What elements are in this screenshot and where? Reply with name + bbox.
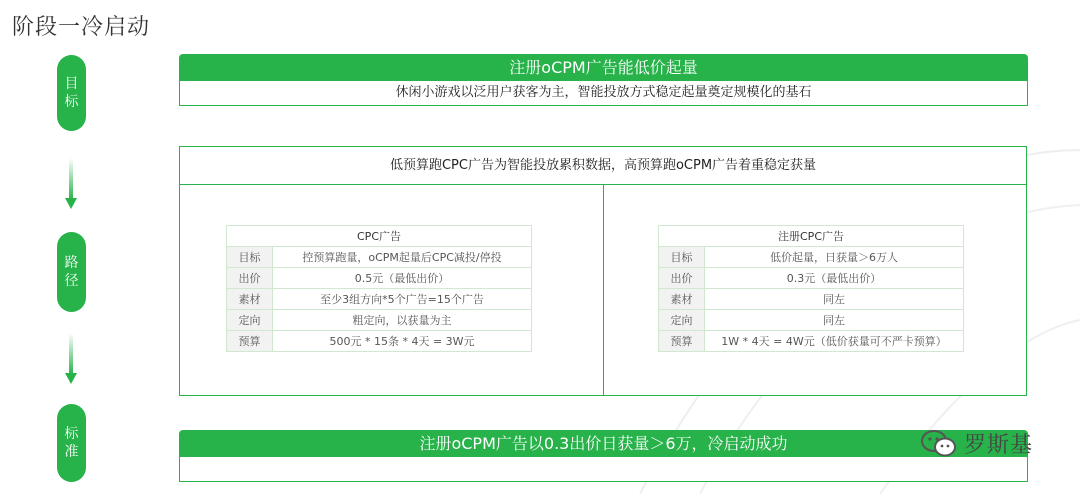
step-path-char-1: 路 — [64, 255, 79, 271]
row-key: 定向 — [659, 310, 705, 331]
table-row — [659, 331, 964, 352]
page-title: 阶段一冷启动 — [12, 15, 151, 40]
row-value: 同左 — [705, 289, 964, 310]
table-row — [227, 310, 532, 331]
path-header: 低预算跑CPC广告为智能投放累积数据，高预算跑oCPM广告着重稳定获量 — [180, 147, 1026, 185]
brand-logo — [920, 428, 1033, 459]
row-key: 目标 — [227, 247, 273, 268]
row-value: 同左 — [705, 310, 964, 331]
row-key: 预算 — [659, 331, 705, 352]
step-path-char-2: 径 — [64, 273, 79, 289]
row-value: 0.3元（最低出价） — [705, 268, 964, 289]
register-cpc-table — [658, 225, 964, 352]
row-key: 素材 — [659, 289, 705, 310]
table-row — [227, 289, 532, 310]
standard-subline — [179, 457, 1028, 482]
row-value: 低价起量，日获量＞6万人 — [705, 247, 964, 268]
step-standard-char-1: 标 — [64, 426, 79, 442]
table-row — [659, 247, 964, 268]
step-path-pill — [57, 232, 86, 312]
cpc-table-title: CPC广告 — [227, 226, 532, 247]
step-goal-pill — [57, 55, 86, 131]
row-value: 0.5元（最低出价） — [273, 268, 532, 289]
row-key: 素材 — [227, 289, 273, 310]
step-standard-char-2: 准 — [64, 444, 79, 460]
down-arrow-icon — [64, 158, 78, 210]
brand-name: 罗斯基 — [964, 433, 1034, 458]
row-value: 控预算跑量，oCPM起量后CPC减投/停投 — [273, 247, 532, 268]
step-standard-pill — [57, 404, 86, 482]
row-key: 目标 — [659, 247, 705, 268]
row-value: 500元 * 15条 * 4天 = 3W元 — [273, 331, 532, 352]
row-key: 定向 — [227, 310, 273, 331]
row-key: 出价 — [659, 268, 705, 289]
path-divider — [603, 184, 604, 395]
step-goal-char-2: 标 — [64, 94, 79, 110]
row-key: 预算 — [227, 331, 273, 352]
wechat-icon — [920, 429, 958, 459]
path-box — [179, 146, 1027, 396]
row-value: 1W * 4天 = 4W元（低价获量可不严卡预算） — [705, 331, 964, 352]
table-row — [227, 268, 532, 289]
goal-headline: 注册oCPM广告能低价起量 — [179, 54, 1028, 81]
standard-headline: 注册oCPM广告以0.3出价日获量＞6万，冷启动成功 — [179, 430, 1028, 457]
row-value: 至少3组方向*5个广告=15个广告 — [273, 289, 532, 310]
table-row — [659, 289, 964, 310]
step-goal-char-1: 目 — [64, 76, 79, 92]
register-cpc-table-title: 注册CPC广告 — [659, 226, 964, 247]
down-arrow-icon — [64, 333, 78, 385]
table-row — [659, 268, 964, 289]
table-row — [227, 331, 532, 352]
row-key: 出价 — [227, 268, 273, 289]
table-row — [659, 310, 964, 331]
goal-subline: 休闲小游戏以泛用户获客为主，智能投放方式稳定起量奠定规模化的基石 — [179, 81, 1028, 106]
table-row — [227, 247, 532, 268]
row-value: 粗定向，以获量为主 — [273, 310, 532, 331]
cpc-table — [226, 225, 532, 352]
